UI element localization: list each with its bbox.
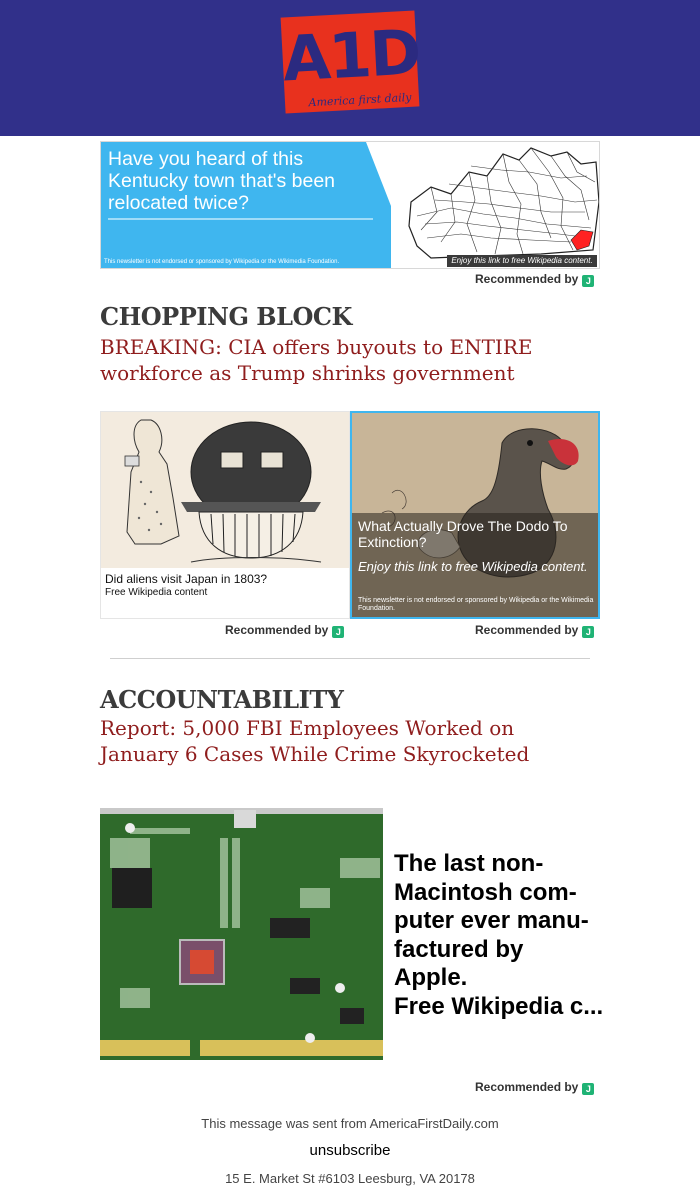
recommended-label: Recommended by bbox=[225, 623, 329, 637]
ad-image-caption: Enjoy this link to free Wikipedia content. bbox=[447, 255, 597, 267]
logo-subtitle: America first daily bbox=[308, 90, 412, 110]
ad-title: Did aliens visit Japan in 1803? bbox=[105, 572, 268, 586]
dodo-extinction-ad[interactable] bbox=[350, 411, 600, 619]
footer-address: 15 E. Market St #6103 Leesburg, VA 20178 bbox=[225, 1171, 475, 1186]
ad-title: Have you heard of this Kentucky town that's been relocated twice? bbox=[108, 148, 336, 214]
footer-sent-from: This message was sent from AmericaFirstDaily.com bbox=[201, 1116, 499, 1131]
ad-text-line: Macintosh com- bbox=[394, 878, 577, 906]
ad-subtitle: Free Wikipedia content bbox=[105, 587, 208, 598]
recommended-by-badge[interactable] bbox=[475, 623, 594, 638]
kentucky-town-ad[interactable] bbox=[100, 141, 600, 269]
ad-text-line: puter ever manu- bbox=[394, 907, 589, 934]
recommended-by-badge[interactable] bbox=[475, 272, 594, 287]
headline-cia-buyouts[interactable]: BREAKING: CIA offers buyouts to ENTIRE workforce as Trump shrinks government bbox=[100, 335, 533, 385]
logo-text: A1D bbox=[280, 15, 422, 96]
japan-aliens-ad[interactable] bbox=[100, 411, 350, 619]
jeeng-logo-icon: J bbox=[582, 275, 594, 287]
a1d-logo[interactable] bbox=[281, 11, 420, 114]
ad-text-line: factured by bbox=[394, 935, 524, 963]
recommended-label: Recommended by bbox=[475, 1080, 579, 1094]
apple-motherboard-image[interactable] bbox=[100, 808, 383, 1060]
ad-disclaimer: This newsletter is not endorsed or sponsored by Wikipedia or the Wikimedia Foundation. bbox=[104, 259, 340, 265]
headline-fbi-employees[interactable]: Report: 5,000 FBI Employees Worked on January 6 Cases While Crime Skyrocketed bbox=[100, 716, 530, 766]
ad-text-line: The last non- bbox=[394, 850, 544, 877]
section-label-accountability: ACCOUNTABILITY bbox=[100, 685, 344, 714]
recommended-label: Recommended by bbox=[475, 272, 579, 286]
newsletter-header bbox=[0, 0, 700, 136]
ad-text-line: Free Wikipedia c... bbox=[394, 992, 604, 1020]
jeeng-logo-icon: J bbox=[582, 626, 594, 638]
jeeng-logo-icon: J bbox=[332, 626, 344, 638]
jeeng-logo-icon: J bbox=[582, 1083, 594, 1095]
ad-disclaimer: This newsletter is not endorsed or sponsored by Wikipedia or the Wikimedia Foundation. bbox=[358, 597, 594, 612]
unsubscribe-link[interactable]: unsubscribe bbox=[309, 1142, 391, 1159]
section-divider bbox=[110, 658, 590, 659]
kentucky-map-image bbox=[391, 142, 600, 269]
ad-subtitle: Enjoy this link to free Wikipedia content. bbox=[358, 559, 588, 574]
recommended-by-badge[interactable] bbox=[475, 1080, 594, 1095]
ad-title: What Actually Drove The Dodo To Extinction? bbox=[358, 518, 568, 550]
utsuro-bune-illustration bbox=[101, 412, 350, 568]
recommended-by-badge[interactable] bbox=[225, 623, 344, 638]
recommended-label: Recommended by bbox=[475, 623, 579, 637]
section-label-chopping-block: CHOPPING BLOCK bbox=[100, 302, 352, 331]
ad-text-line: Apple. bbox=[394, 964, 468, 991]
apple-computer-ad-text[interactable] bbox=[394, 850, 604, 1021]
ad-title-underline bbox=[108, 218, 373, 220]
